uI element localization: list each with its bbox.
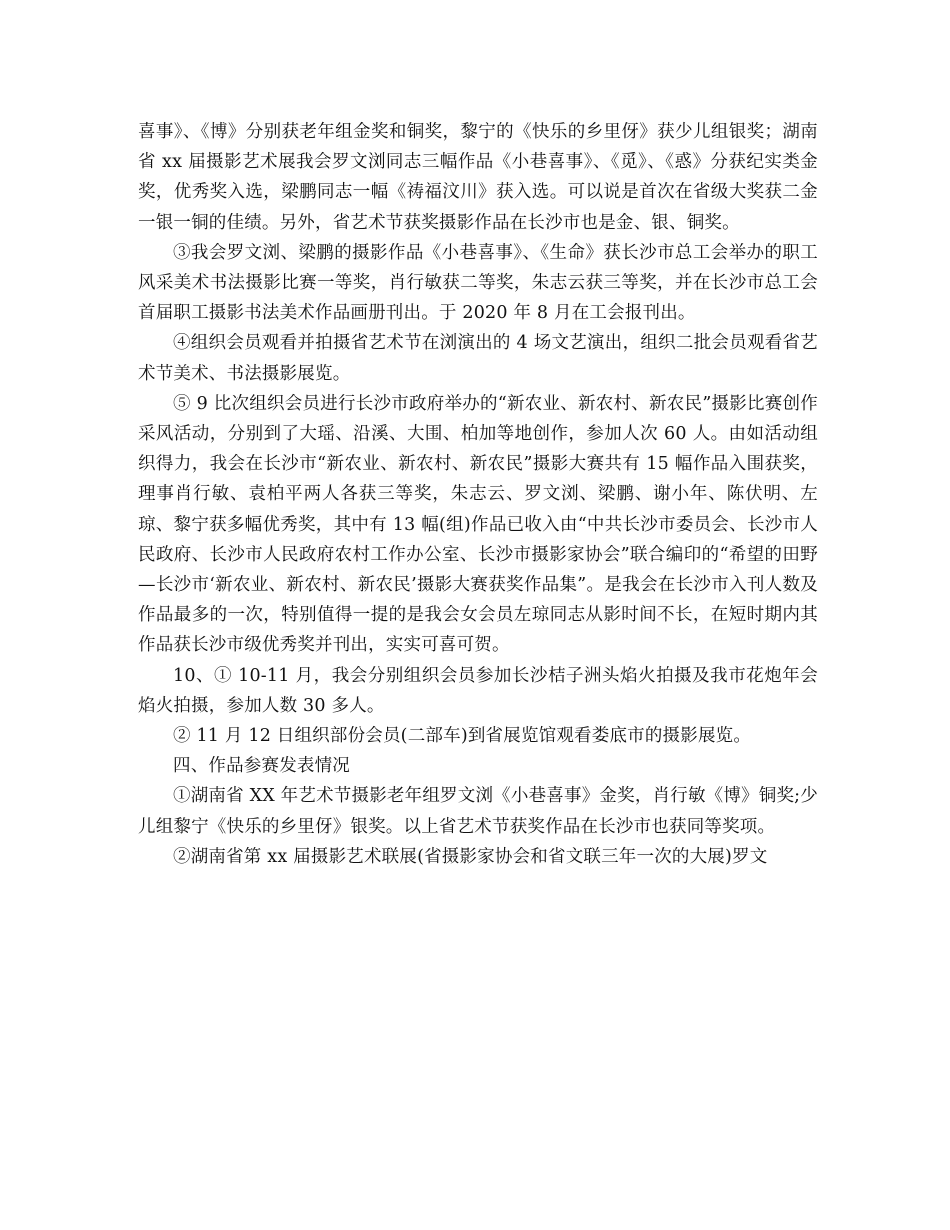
paragraph-8: ②湖南省第 xx 届摄影艺术联展(省摄影家协会和省文联三年一次的大展)罗文 bbox=[173, 846, 768, 867]
paragraph-3: ④组织会员观看并拍摄省艺术节在浏演出的 4 场文艺演出，组织二批会员观看省艺术节美术、书法摄影展览。 bbox=[138, 333, 818, 384]
paragraph-6: ② 11 月 12 日组织部份会员(二部车)到省展览馆观看娄底市的摄影展览。 bbox=[173, 726, 752, 747]
paragraph-1: 喜事》、《博》分别获老年组金奖和铜奖，黎宁的《快乐的乡里伢》获少儿组银奖；湖南省 xx 届摄影艺术展我会罗文浏同志三幅作品《小巷喜事》、《觅》、《惑》分获纪实类金奖，优秀奖入选，梁鹏同志一幅《祷福汶川》获入选。可以说是首次在省级大奖获二金一银一铜的佳绩。另外，省艺术节获奖摄影作品在长沙市也是金、银、铜奖。 bbox=[138, 122, 818, 233]
paragraph-2: ③我会罗文浏、梁鹏的摄影作品《小巷喜事》、《生命》获长沙市总工会举办的职工风采美术书法摄影比赛一等奖，肖行敏获二等奖，朱志云获三等奖，并在长沙市总工会首届职工摄影书法美术作品画册刊出。于 2020 年 8 月在工会报刊出。 bbox=[138, 242, 818, 324]
section-heading: 四、作品参赛发表情况 bbox=[173, 756, 350, 777]
paragraph-4: ⑤ 9 比次组织会员进行长沙市政府举办的“新农业、新农村、新农民”摄影比赛创作采风活动，分别到了大瑶、沿溪、大围、柏加等地创作，参加人次 60 人。由如活动组织得力，我会在长沙市“新农业、新农村、新农民”摄影大赛共有 15 幅作品入围获奖，理事肖行敏、袁柏平两人各获三等奖，朱志云、罗文浏、梁鹏、谢小年、陈伏明、左琼、黎宁获多幅优秀奖，其中有 13 幅(组)作品已收入由“中共长沙市委员会、长沙市人民政府、长沙市人民政府农村工作办公室、长沙市摄影家协会”联合编印的“希望的田野—长沙市‘新农业、新农村、新农民’摄影大赛获奖作品集”。是我会在长沙市入刊人数及作品最多的一次，特别值得一提的是我会女会员左琼同志从影时间不长，在短时期内其作品获长沙市级优秀奖并刊出，实实可喜可贺。 bbox=[138, 393, 818, 656]
paragraph-7: ①湖南省 XX 年艺术节摄影老年组罗文浏《小巷喜事》金奖，肖行敏《博》铜奖;少儿组黎宁《快乐的乡里伢》银奖。以上省艺术节获奖作品在长沙市也获同等奖项。 bbox=[138, 786, 818, 837]
paragraph-5: 10、① 10-11 月，我会分别组织会员参加长沙桔子洲头焰火拍摄及我市花炮年会焰火拍摄，参加人数 30 多人。 bbox=[138, 665, 818, 716]
document-body bbox=[138, 117, 818, 872]
